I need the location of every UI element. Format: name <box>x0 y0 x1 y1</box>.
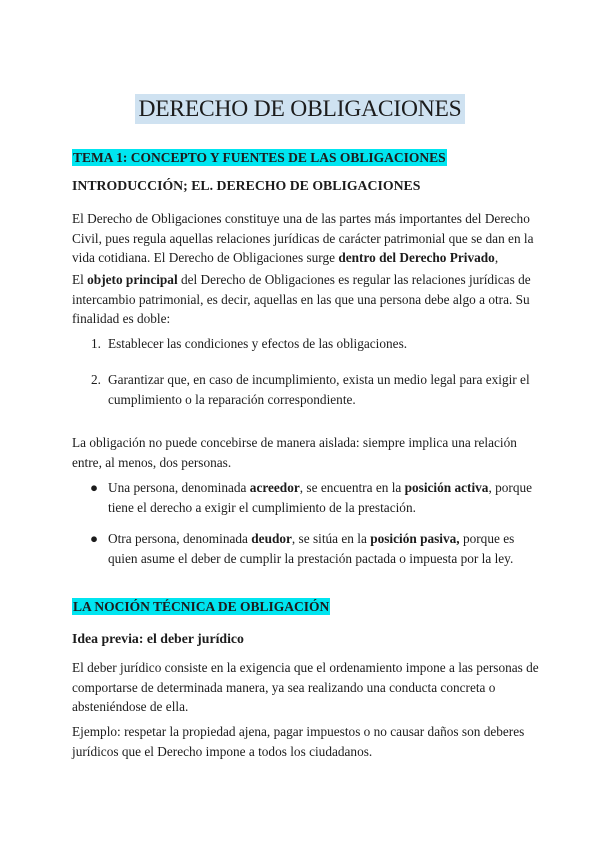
paragraph-objeto: El objeto principal del Derecho de Obligaciones es regular las relaciones jurídicas de intercambio patrimonial, es decir, aquellas en las que una persona debe algo a otra. Su finalidad es doble: <box>72 272 531 326</box>
bullet-icon: ● <box>90 480 99 495</box>
paragraph-deber-juridico: El deber jurídico consiste en la exigencia que el ordenamiento impone a las personas de comportarse de determinada manera, ya sea realizando una conducta concreta o absteniéndose de ella. <box>72 660 539 714</box>
paragraph-relacion: La obligación no puede concebirse de manera aislada: siempre implica una relación entre, al menos, dos personas. <box>72 435 517 470</box>
list-item: 1. Establecer las condiciones y efectos de las obligaciones. <box>91 336 408 351</box>
paragraph-intro: El Derecho de Obligaciones constituye una de las partes más importantes del Derecho Civil, pues regula aquellas relaciones jurídicas de carácter patrimonial que se dan en la vida cotidiana. El Derecho de Obligaciones surge dentro del Derecho Privado, <box>72 211 534 265</box>
bullet-item-deudor: ● Otra persona, denominada deudor, se sitúa en la posición pasiva, porque es quien asume el deber de cumplir la prestación pactada o impuesta por la ley. <box>90 531 515 566</box>
subheading-introduccion: INTRODUCCIÓN; EL. DERECHO DE OBLIGACIONES <box>72 178 421 193</box>
subheading-idea-previa: Idea previa: el deber jurídico <box>72 631 244 646</box>
bullet-icon: ● <box>90 531 99 546</box>
list-item: 2. Garantizar que, en caso de incumplimiento, exista un medio legal para exigir el cumplimiento o la reparación correspondiente. <box>91 372 530 407</box>
section-heading-nocion: LA NOCIÓN TÉCNICA DE OBLIGACIÓN <box>73 599 330 614</box>
bullet-item-acreedor: ● Una persona, denominada acreedor, se encuentra en la posición activa, porque tiene el derecho a exigir el cumplimiento de la prestación. <box>90 480 533 515</box>
paragraph-ejemplo: Ejemplo: respetar la propiedad ajena, pagar impuestos o no causar daños son deberes jurídicos que el Derecho impone a todos los ciudadanos. <box>72 724 525 759</box>
document-title: DERECHO DE OBLIGACIONES <box>0 96 600 123</box>
section-heading-tema1: TEMA 1: CONCEPTO Y FUENTES DE LAS OBLIGACIONES <box>73 150 446 165</box>
